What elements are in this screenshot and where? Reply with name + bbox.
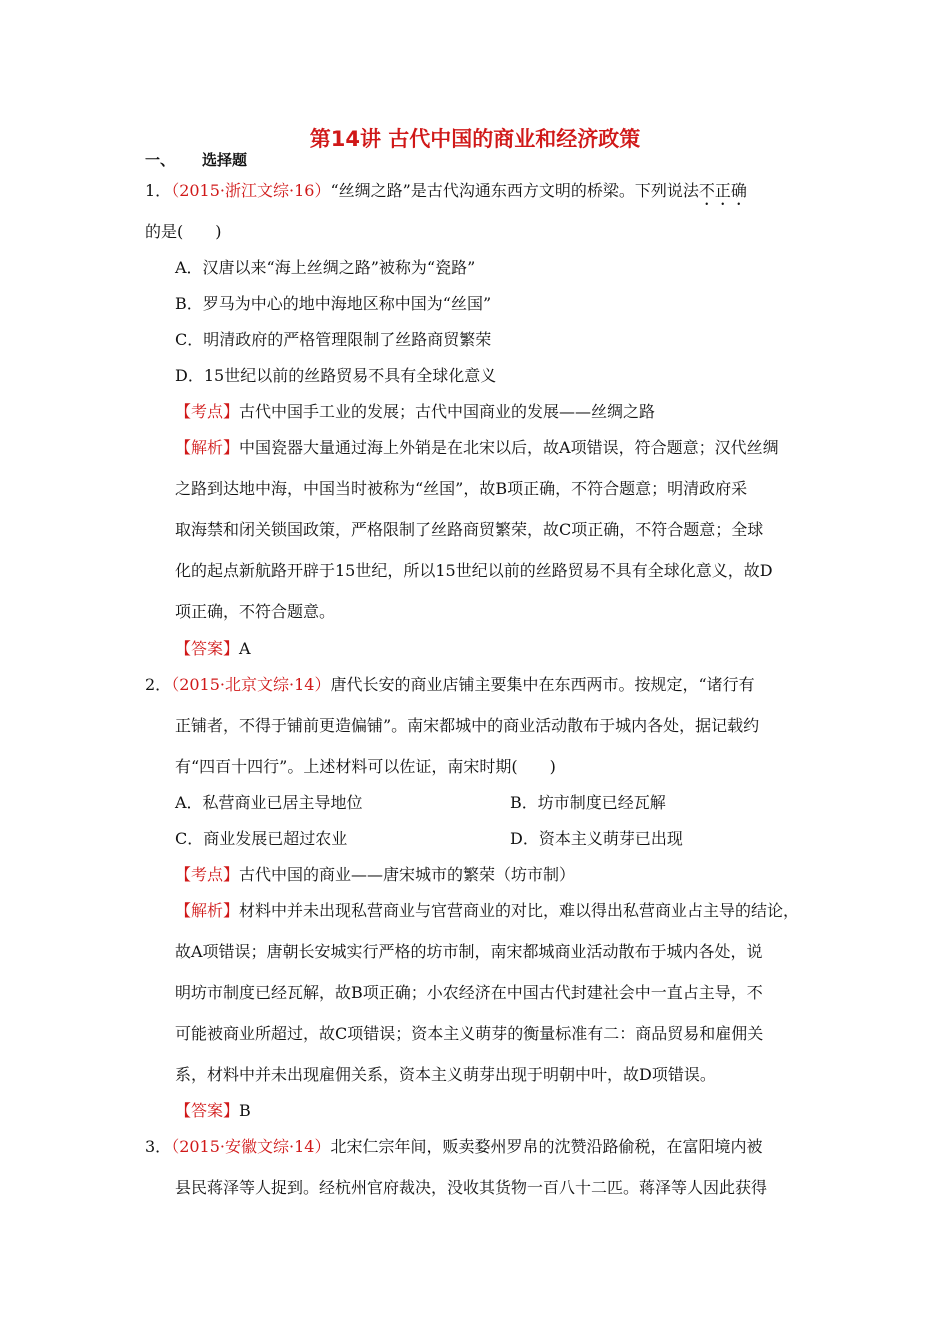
question-2-jiexi — [175, 901, 799, 921]
question-3-stem-text: 北宋仁宗年间，贩卖婺州罗帛的沈赞沿路偷税，在富阳境内被 — [330, 1137, 763, 1156]
question-2-option-b: B．坊市制度已经瓦解 — [510, 793, 666, 812]
question-2-stem — [145, 675, 755, 695]
question-2-kaodian — [175, 865, 575, 885]
question-2-option-c: C．商业发展已超过农业 — [175, 829, 348, 848]
question-1-source: （2015·浙江文综·16） — [171, 181, 331, 200]
question-2-stem-line: 有“四百十四行”。上述材料可以佐证，南宋时期( ) — [175, 757, 556, 776]
question-1-number: 1． — [145, 181, 172, 200]
question-1-kaodian — [175, 402, 655, 422]
question-1-option-a: A．汉唐以来“海上丝绸之路”被称为“瓷路” — [175, 258, 476, 277]
question-1-kaodian-text: 古代中国手工业的发展；古代中国商业的发展——丝绸之路 — [239, 402, 656, 421]
daan-label: 【答案】 — [175, 639, 240, 658]
question-2-option-d: D．资本主义萌芽已出现 — [510, 829, 683, 848]
question-2-kaodian-text: 古代中国的商业——唐宋城市的繁荣（坊市制） — [239, 865, 576, 884]
question-1-jiexi-line: 项正确，不符合题意。 — [175, 602, 336, 621]
question-3-number: 3． — [145, 1137, 172, 1156]
jiexi-label: 【解析】 — [175, 438, 240, 457]
question-1-jiexi-line: 化的起点新航路开辟于15世纪，所以15世纪以前的丝路贸易不具有全球化意义，故D — [175, 561, 773, 580]
question-1-jiexi-line: 取海禁和闭关锁国政策，严格限制了丝路商贸繁荣，故C项正确，不符合题意；全球 — [175, 520, 764, 539]
question-1-option-b: B．罗马为中心的地中海地区称中国为“丝国” — [175, 294, 492, 313]
question-1-answer — [175, 639, 251, 659]
question-1-option-c: C．明清政府的严格管理限制了丝路商贸繁荣 — [175, 330, 492, 349]
question-3-stem-line: 县民蒋泽等人捉到。经杭州官府裁决，没收其货物一百八十二匹。蒋泽等人因此获得 — [175, 1178, 768, 1197]
question-2-jiexi-line: 材料中并未出现私营商业与官营商业的对比，难以得出私营商业占主导的结论， — [239, 901, 800, 920]
kaodian-label: 【考点】 — [175, 402, 240, 421]
question-2-jiexi-line: 系，材料中并未出现雇佣关系，资本主义萌芽出现于明朝中叶，故D项错误。 — [175, 1065, 716, 1084]
question-2-jiexi-line: 明坊市制度已经瓦解，故B项正确；小农经济在中国古代封建社会中一直占主导，不 — [175, 983, 763, 1002]
daan-label: 【答案】 — [175, 1101, 240, 1120]
question-1-option-d: D．15世纪以前的丝路贸易不具有全球化意义 — [175, 366, 497, 385]
page-title: 第14讲 古代中国的商业和经济政策 — [309, 127, 641, 151]
question-2-answer — [175, 1101, 251, 1121]
section-number: 一、 — [145, 151, 176, 169]
question-2-stem-text: 唐代长安的商业店铺主要集中在东西两市。按规定，“诸行有 — [330, 675, 755, 694]
question-2-option-a: A．私营商业已居主导地位 — [175, 793, 363, 812]
question-2-jiexi-line: 故A项错误；唐朝长安城实行严格的坊市制，南宋都城商业活动散布于城内各处，说 — [175, 942, 763, 961]
question-2-answer-value: B — [239, 1101, 251, 1120]
section-heading: 选择题 — [202, 151, 248, 169]
question-2-stem-line: 正铺者，不得于铺前更造偏铺”。南宋都城中的商业活动散布于城内各处，据记载约 — [175, 716, 760, 735]
kaodian-label: 【考点】 — [175, 865, 240, 884]
question-1-answer-value: A — [239, 639, 251, 658]
question-2-source: （2015·北京文综·14） — [171, 675, 331, 694]
question-1-jiexi-line: 中国瓷器大量通过海上外销是在北宋以后，故A项错误，符合题意；汉代丝绸 — [239, 438, 779, 457]
question-1-emphasis: 不正确 — [698, 181, 747, 200]
question-3-source: （2015·安徽文综·14） — [171, 1137, 331, 1156]
question-1-stem — [145, 181, 747, 209]
question-2-jiexi-line: 可能被商业所超过，故C项错误；资本主义萌芽的衡量标准有二：商品贸易和雇佣关 — [175, 1024, 764, 1043]
jiexi-label: 【解析】 — [175, 901, 240, 920]
question-2-number: 2． — [145, 675, 172, 694]
question-1-jiexi-line: 之路到达地中海，中国当时被称为“丝国”，故B项正确，不符合题意；明清政府采 — [175, 479, 748, 498]
question-1-jiexi — [175, 438, 779, 458]
question-1-stem-text: “丝绸之路”是古代沟通东西方文明的桥梁。下列说法 — [330, 181, 699, 200]
question-1-stem-cont: 的是( ) — [145, 222, 222, 241]
question-3-stem — [145, 1137, 762, 1157]
